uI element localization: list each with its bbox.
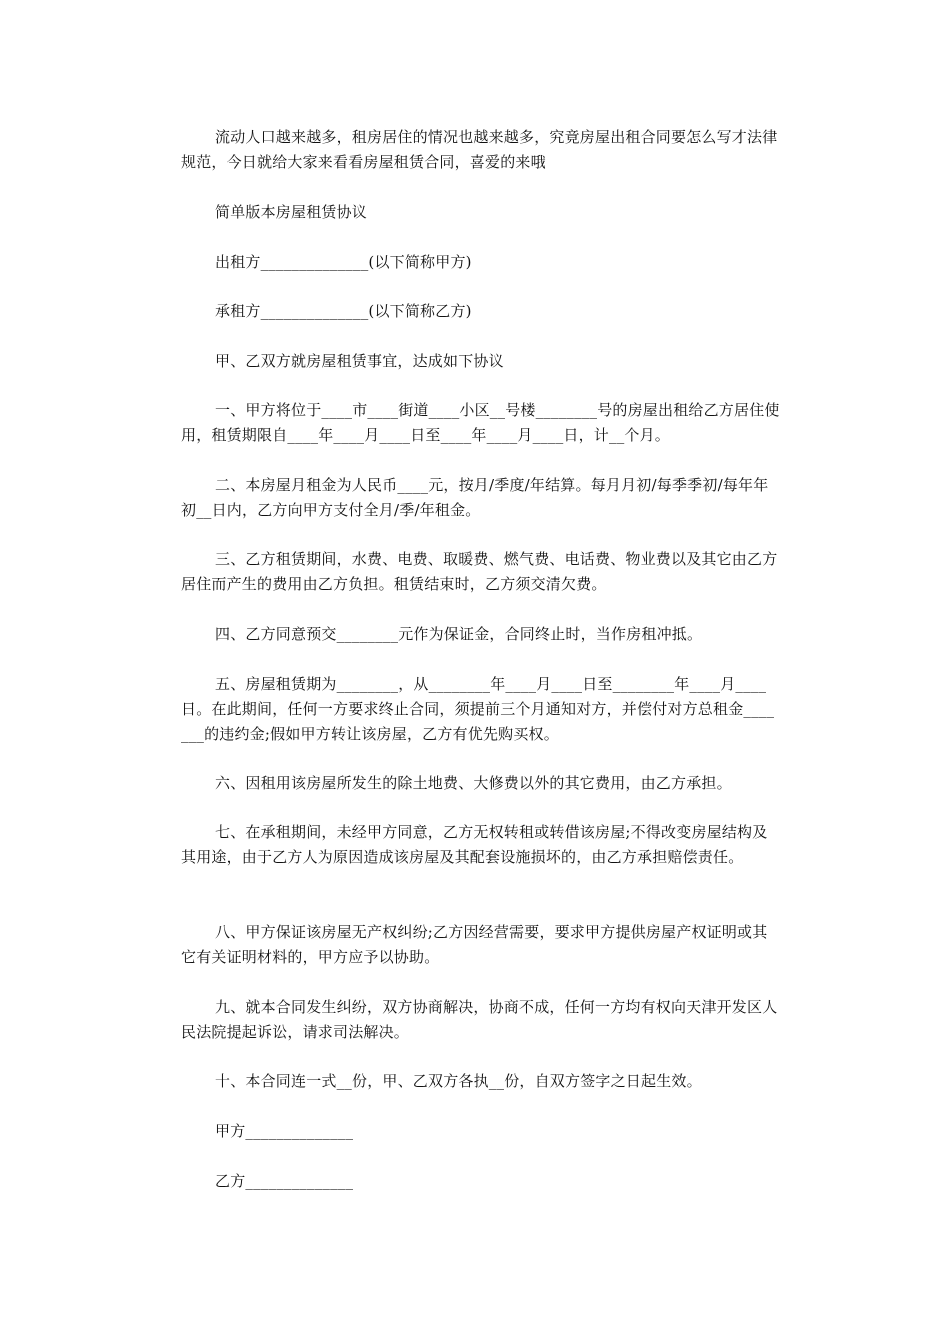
signature-party-b: 乙方______________ [215, 1172, 354, 1190]
clause-1: 一、甲方将位于____市____街道____小区__号楼________号的房屋出租给乙方居住使用，租赁期限自____年____月____日至____年____月____日，计__个月。 [181, 401, 780, 444]
signature-party-a: 甲方______________ [215, 1122, 354, 1140]
intro-paragraph: 流动人口越来越多，租房居住的情况也越来越多，究竟房屋出租合同要怎么写才法律规范，今日就给大家来看看房屋租赁合同，喜爱的来哦 [181, 128, 778, 171]
clause-3: 三、乙方租赁期间，水费、电费、取暖费、燃气费、电话费、物业费以及其它由乙方居住而产生的费用由乙方负担。租赁结束时，乙方须交清欠费。 [181, 550, 778, 593]
clause-10: 十、本合同连一式__份，甲、乙双方各执__份，自双方签字之日起生效。 [215, 1072, 702, 1090]
clause-6: 六、因租用该房屋所发生的除土地费、大修费以外的其它费用，由乙方承担。 [215, 774, 732, 792]
clause-8: 八、甲方保证该房屋无产权纠纷;乙方因经营需要，要求甲方提供房屋产权证明或其它有关证明材料的，甲方应予以协助。 [181, 923, 768, 966]
lessor-line: 出租方______________(以下简称甲方) [215, 253, 472, 271]
clause-2: 二、本房屋月租金为人民币____元，按月/季度/年结算。每月月初/每季季初/每年年初__日内，乙方向甲方支付全月/季/年租金。 [181, 476, 769, 519]
document-title: 简单版本房屋租赁协议 [215, 203, 368, 221]
lessee-line: 承租方______________(以下简称乙方) [215, 302, 472, 320]
clause-5: 五、房屋租赁期为________，从________年____月____日至________年____月____日。在此期间，任何一方要求终止合同，须提前三个月通知对方，并偿付对方总租金_______的违约金;假如甲方转让该房屋，乙方有优先购买权。 [181, 675, 775, 743]
preamble-line: 甲、乙双方就房屋租赁事宜，达成如下协议 [215, 352, 504, 370]
clause-4: 四、乙方同意预交________元作为保证金，合同终止时，当作房租冲抵。 [215, 625, 703, 643]
clause-9: 九、就本合同发生纠纷，双方协商解决，协商不成，任何一方均有权向天津开发区人民法院提起诉讼，请求司法解决。 [181, 998, 778, 1041]
clause-7: 七、在承租期间，未经甲方同意，乙方无权转租或转借该房屋;不得改变房屋结构及其用途，由于乙方人为原因造成该房屋及其配套设施损坏的，由乙方承担赔偿责任。 [181, 823, 768, 866]
